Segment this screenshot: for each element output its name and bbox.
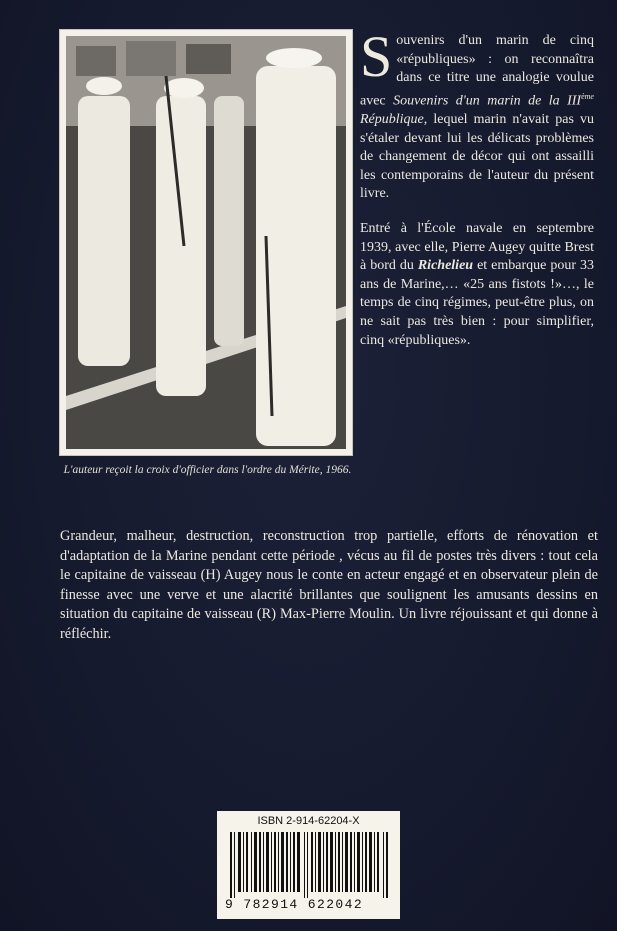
ship-name: Richelieu (417, 258, 474, 274)
summary-paragraph: Grandeur, malheur, destruction, reconstruction trop partielle, efforts de rénovation et d'adaptation de la Marine pendant cette période , vécus au fil de postes très divers : tout cela le capitaine de vaisseau (H) Augey nous le conte en acteur engagé et en observateur plein de finesse avec une verve et une alacrité brillantes que soulignent les amusants dessins en situation du capitaine de vaisseau (R) Max-Pierre Moulin. Un livre réjouissant et qui donne à réfléchir. (60, 528, 598, 642)
book-title-ref: Souvenirs d'un marin de la III (393, 93, 582, 109)
intro-text-a: ouvenirs d'un marin de cinq «républiques» : on reconnaîtra dans ce titre une analogie voulue avec (360, 33, 594, 109)
book-title-ref-2: République (360, 112, 424, 128)
intro2-text-a: Entré à l'École navale en septembre 1939, avec elle, Pierre Augey quitte Brest à bord du (360, 221, 594, 274)
intro-text-b: , lequel marin n'avait pas vu s'étaler devant lui les délicats problèmes de changement de décor qui ont assailli les contemporains de l'auteur du présent livre. (360, 112, 594, 202)
barcode-icon (230, 832, 390, 898)
intro-paragraph-2 (360, 220, 594, 350)
ceremony-photo (66, 36, 346, 449)
photo-caption: L'auteur reçoit la croix d'officier dans l'ordre du Mérite, 1966. (63, 464, 352, 476)
intro-column (360, 24, 594, 366)
barcode-panel (217, 811, 400, 919)
superscript: ème (581, 91, 594, 101)
photo-frame (60, 30, 352, 455)
intro2-text-b: et embarque pour 33 ans de Marine,… «25 ans fistots !»…, le temps de cinq régimes, peut-être plus, on ne sait pas très bien : pour simplifier, cinq «républiques». (360, 258, 594, 348)
isbn-label: ISBN 2-914-62204-X (257, 815, 360, 827)
drop-cap: S (360, 24, 393, 89)
ceremony-photo-illustration (66, 36, 346, 449)
intro-paragraph-1 (360, 24, 594, 204)
ean-digits: 9 782914 622042 (225, 897, 364, 912)
